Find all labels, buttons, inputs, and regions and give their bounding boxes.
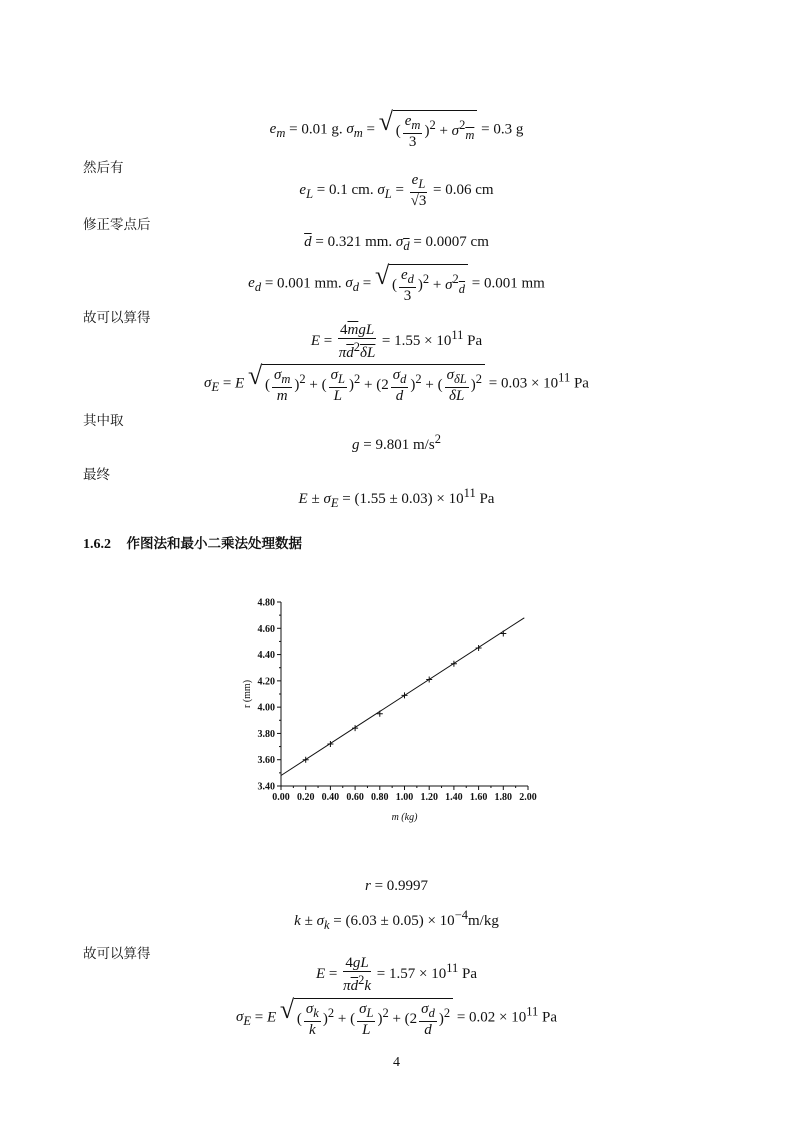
data-point [500,631,506,637]
equation-g: g = 9.801 $m/s^2$ [352,432,441,453]
equation-sigmaE: $\sigma_E = E$ √ ( $\frac{\sigma_m}{m}$ )$^2$ + ( $\frac{\sigma_L}{L}$ )$^2$ + (2 $\frac{\sigma_d}{d}$ )$^2$ + ( $\frac{\sigma_{\delta L}}{\delta L}$ )$^2 = 0.03 \times 10^{11}$ Pa [0,364,793,404]
section-heading [83,532,302,553]
x-tick-label: 0.60 [346,792,364,803]
x-tick-label: 1.20 [420,792,438,803]
page-number: 4 [393,1055,400,1070]
x-tick-label: 0.40 [321,792,340,803]
equation-eL: $e_L = 0.1$ cm. $\sigma_L$ = $\frac{e_L}{√3}$ = 0.06 cm [299,172,494,209]
equation-em: $e_m = 0.01$ g. $\sigma_m$ = √ ( $\frac{e_m}{3}$ )$^2 + \sigma^2_{\overline{m}} = 0.3$ g [0,110,793,150]
x-tick-label: 0.80 [371,792,389,803]
y-tick-label: 3.80 [257,728,275,740]
section-number: 1.6.2 [83,537,111,552]
data-point [402,692,408,698]
text-therefore-1: 故可以算得 [83,310,151,326]
equation-ed: $e_d = 0.001$ mm. $\sigma_d$ = √ ( $\frac{e_d}{3}$ )$^2 + \sigma^2_{\overline{d}} = 0.001$ mm [0,264,793,304]
x-tick-label: 1.80 [494,792,513,803]
y-tick-label: 3.40 [257,781,275,793]
x-tick-label: 2.00 [519,792,537,803]
y-tick-label: 3.60 [257,755,275,767]
equation-r: r = 0.9997 [364,878,429,894]
text-zero-correction: 修正零点后 [83,217,151,233]
equation-k: $k \pm \sigma_k = (6.03 \pm 0.05) \times 10^{-4}m/kg$ [294,908,499,932]
text-then: 然后有 [83,160,124,176]
x-tick-label: 1.60 [469,792,488,803]
y-tick-label: 4.80 [257,597,275,609]
y-axis-label: r (mm) [242,679,253,709]
y-tick-label: 4.00 [257,702,275,714]
data-point [377,711,383,717]
y-tick-label: 4.60 [257,623,275,635]
x-tick-label: 1.40 [445,792,463,803]
x-axis-label: m (kg) [391,812,418,823]
equation-sigmaE2: $\sigma_E = E$ √ ( $\frac{\sigma_k}{k}$ )$^2$ + ( $\frac{\sigma_L}{L}$ )$^2$ + (2 $\frac{\sigma_d}{d}$ )$^2 = 0.02 \times 10^{11}$ Pa [0,998,793,1038]
text-therefore-2: 故可以算得 [83,946,151,962]
x-tick-label: 0.20 [296,792,315,803]
x-tick-label: 0.00 [272,792,290,803]
section-title: 作图法和最小二乘法处理数据 [126,536,302,552]
text-finally: 最终 [83,467,110,483]
fit-line [281,618,524,776]
text-where-take: 其中取 [83,413,124,429]
equation-final: $E \pm \sigma_E = (1.55 \pm 0.03) \times 10^{11}$ Pa [298,486,495,510]
equation-E: E = $\frac{4\overline{m}gL}{\pi\overline{d}^2\overline{\delta L}}$ = $1.55 \times 10^{11}$ Pa [310,322,483,361]
chart [0,590,793,830]
x-tick-label: 1.00 [395,792,414,803]
equation-dbar: $\overline{d} = 0.321$ mm. $\sigma_{\overline{d}} = 0.0007$ cm [304,234,489,253]
data-point [426,677,432,683]
equation-E2: E = $\frac{4gL}{\pi\overline{d}^2k}$ = $1.57 \times 10^{11}$ Pa [315,955,478,994]
y-tick-label: 4.20 [257,676,275,688]
y-tick-label: 4.40 [257,650,275,662]
